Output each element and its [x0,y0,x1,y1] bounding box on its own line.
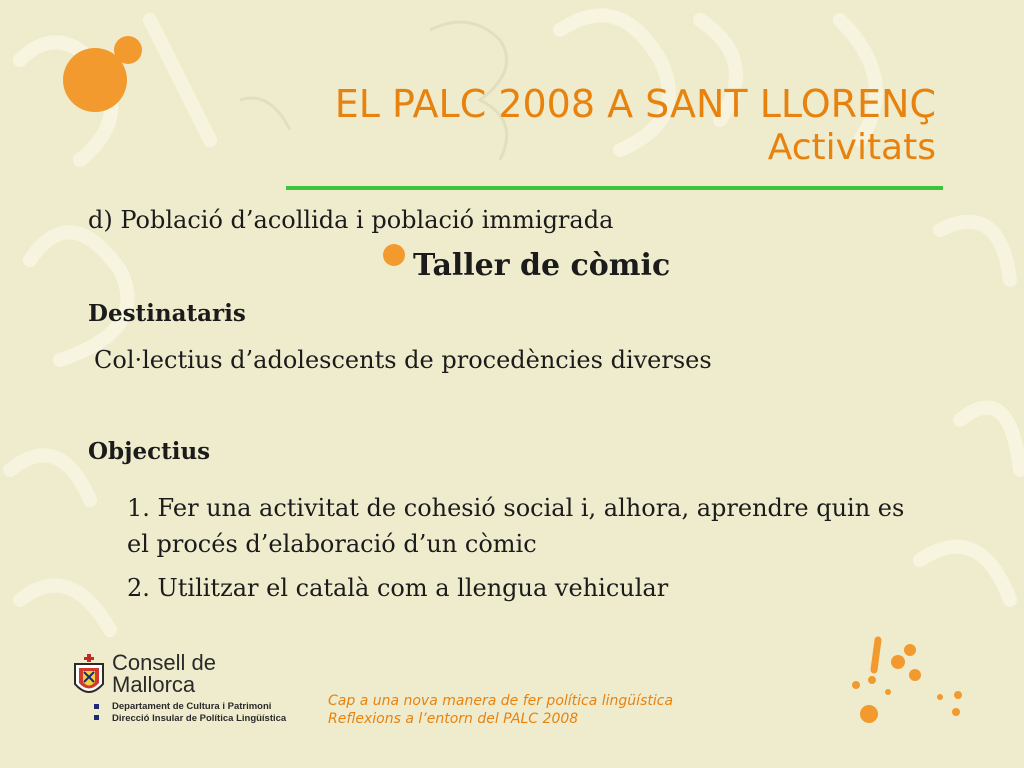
section-heading: d) Població d’acollida i població immigrada [88,206,614,234]
activity-title: Taller de còmic [413,248,671,283]
objective-item: 1. Fer una activitat de cohesió social i, alhora, aprendre quin es el procés d’elaboració d’un còmic [127,494,905,558]
logo-dept-line2: Direcció Insular de Política Lingüística [112,713,287,724]
coat-of-arms-icon [72,654,106,700]
logo-dept-line1: Departament de Cultura i Patrimoni [112,701,272,712]
consell-de-mallorca-logo [72,650,287,732]
title-underline [286,186,943,190]
recipients-text: Col·lectius d’adolescents de procedències diverses [94,346,712,374]
logo-name-line2: Mallorca [112,672,196,697]
bullet-dot-icon [383,244,405,266]
logo-name [112,652,216,696]
footer-tagline [328,692,673,728]
footer-line2: Reflexions a l’entorn del PALC 2008 [328,711,579,727]
objective-item: 2. Utilitzar el català com a llengua vehicular [127,574,669,602]
logo-name-line1: Consell de [112,650,216,675]
footer-line1: Cap a una nova manera de fer política lingüística [328,693,674,709]
logo-department [112,701,286,725]
objectives-heading: Objectius [88,438,211,465]
recipients-heading: Destinataris [88,300,246,327]
title-sub: Activitats [767,127,936,168]
title-main: EL PALC 2008 A SANT LLORENÇ [334,82,936,126]
slide-title [335,82,936,170]
